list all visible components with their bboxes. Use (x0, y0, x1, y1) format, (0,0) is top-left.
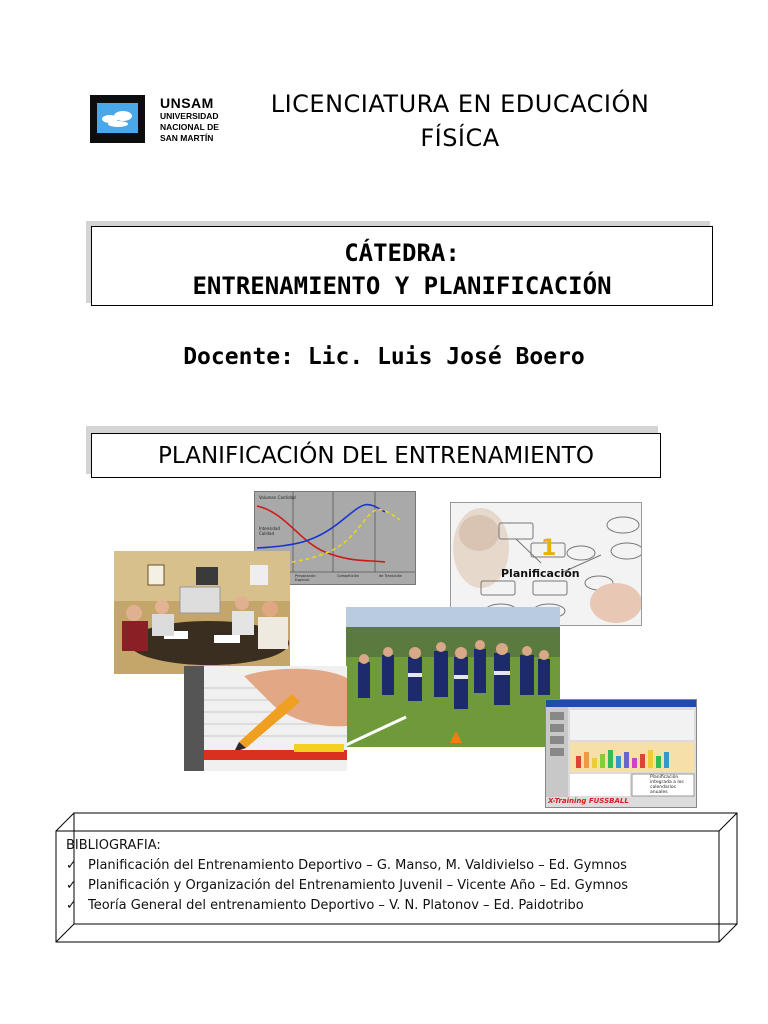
planning-number: 1 (541, 536, 557, 561)
catedra-name: ENTRENAMIENTO Y PLANIFICACIÓN (192, 272, 612, 300)
bibliography-item-text: Planificación y Organización del Entrenamiento Juvenil – Vicente Año – Ed. Gymnos (88, 878, 629, 893)
section-title: PLANIFICACIÓN DEL ENTRENAMIENTO (91, 433, 661, 478)
chart-phase-4: de Transición (379, 574, 402, 578)
writing-graphic (184, 666, 347, 771)
software-caption (650, 775, 694, 795)
writing-hand-photo (184, 666, 347, 771)
software-caption-line-2: integrada a los (650, 780, 684, 785)
bibliography-heading: BIBLIOGRAFIA: (66, 838, 161, 853)
software-brand: X-Training FUSSBALL (548, 797, 629, 805)
software-caption-line-3: calendarios anuales (650, 785, 676, 795)
chart-label-intensity: Intensidad Calidad (259, 526, 281, 536)
checkmark-icon: ✓ (66, 898, 77, 913)
software-caption-line-1: Planificación (650, 775, 679, 780)
docente-line: Docente: Lic. Luis José Boero (183, 344, 585, 370)
bibliography-item (66, 856, 628, 876)
bibliography (66, 836, 628, 916)
book-icon (90, 95, 145, 143)
catedra-label: CÁTEDRA: (344, 239, 460, 267)
bibliography-item (66, 876, 628, 896)
bibliography-item-text: Teoría General del entrenamiento Deportivo – V. N. Platonov – Ed. Paidotribo (88, 898, 584, 913)
catedra-box (91, 226, 713, 306)
meeting-photo (114, 551, 290, 674)
title-line-1: LICENCIATURA EN EDUCACIÓN (270, 90, 650, 118)
logo-text (160, 95, 219, 144)
chart-phase-2: Preparación Especial (295, 574, 316, 582)
planning-label: Planificación (501, 567, 580, 580)
logo-line-1: UNIVERSIDAD (160, 111, 219, 121)
checkmark-icon: ✓ (66, 858, 77, 873)
unsam-logo (90, 95, 230, 147)
meeting-graphic (114, 551, 290, 674)
bibliography-item-text: Planificación del Entrenamiento Deportivo – G. Manso, M. Valdivielso – Ed. Gymnos (88, 858, 627, 873)
logo-line-3: SAN MARTÍN (160, 133, 214, 143)
team-training-photo (346, 607, 560, 747)
checkmark-icon: ✓ (66, 878, 77, 893)
logo-university-short: UNSAM (160, 95, 214, 111)
chart-label-volume: Volumen Cantidad (259, 495, 296, 500)
logo-line-2: NACIONAL DE (160, 122, 219, 132)
title-line-2: FÍSÍCA (420, 124, 500, 152)
page-title (235, 87, 685, 155)
chart-phase-3: Competición (337, 574, 359, 578)
bibliography-item (66, 896, 628, 916)
team-graphic (346, 607, 560, 747)
planning-software-screenshot (545, 699, 697, 808)
